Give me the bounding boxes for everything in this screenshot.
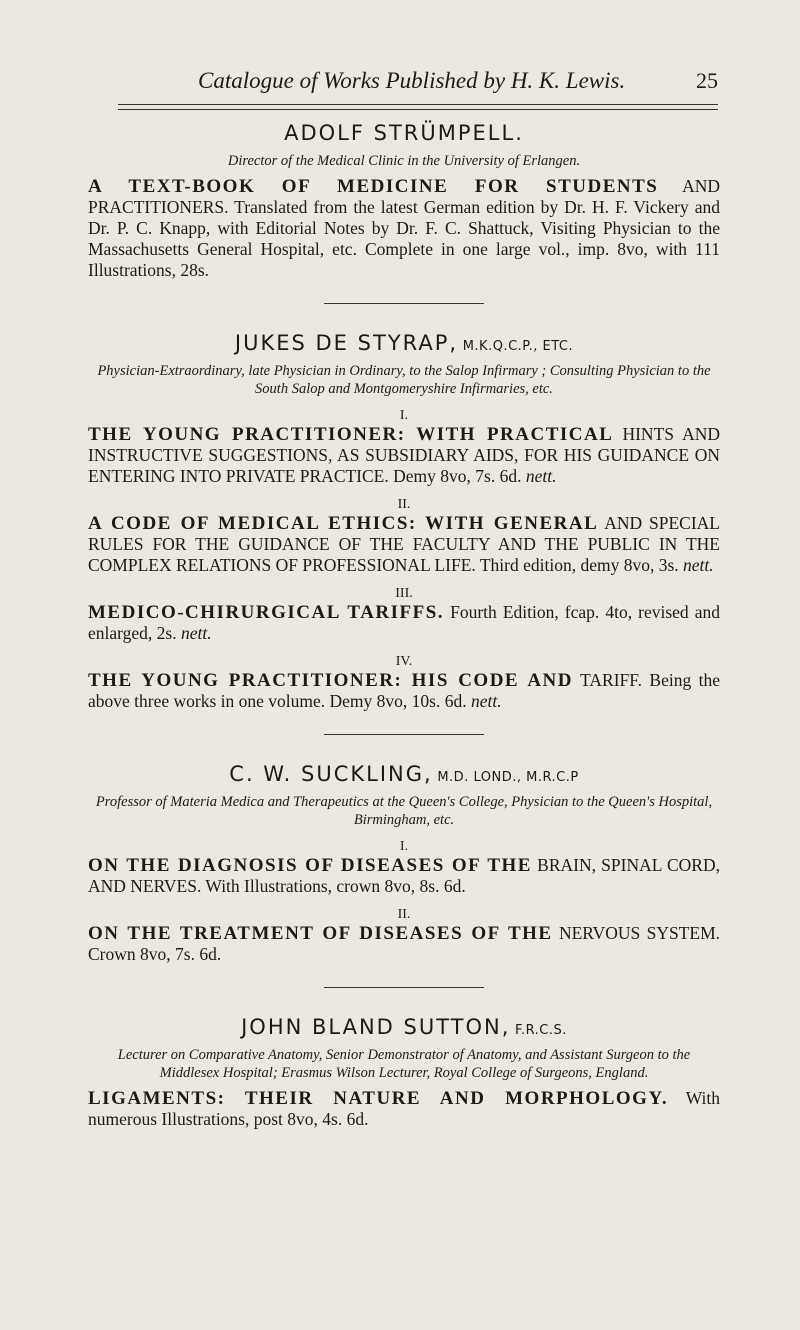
- work-title: THE YOUNG PRACTITIONER: WITH PRACTICAL: [88, 424, 614, 445]
- author-name-text: JOHN BLAND SUTTON,: [241, 1015, 511, 1039]
- work-numeral: I.: [399, 408, 409, 423]
- price-nett: nett.: [525, 466, 557, 486]
- work-entry: [88, 602, 720, 644]
- work-title: THE YOUNG PRACTITIONER: HIS CODE AND: [88, 670, 573, 691]
- header-double-rule: [118, 104, 718, 110]
- price-nett: nett.: [470, 691, 502, 711]
- work-title: ON THE DIAGNOSIS OF DISEASES OF THE: [88, 855, 532, 876]
- author-qualifications: M.D. LOND., M.R.C.P: [432, 770, 579, 785]
- work-entry: [88, 513, 720, 576]
- author-role: Professor of Materia Medica and Therapeutics at the Queen's College, Physician to the Queen's Hospital, Birmingham, etc.: [95, 794, 713, 828]
- author-name-text: ADOLF STRÜMPELL.: [284, 121, 524, 145]
- work-entry: [88, 923, 720, 965]
- author-qualifications: M.K.Q.C.P., ETC.: [458, 339, 574, 354]
- work-entry: [88, 176, 720, 281]
- work-title: MEDICO-CHIRURGICAL TARIFFS.: [88, 602, 445, 623]
- work-numeral: IV.: [395, 654, 413, 669]
- author-name-text: JUKES DE STYRAP,: [234, 331, 459, 355]
- work-numeral: II.: [397, 907, 411, 922]
- catalogue-body: [88, 120, 720, 1130]
- author-name: [88, 330, 720, 360]
- work-numeral: III.: [395, 586, 413, 601]
- work-title: LIGAMENTS: THEIR NATURE AND MORPHOLOGY.: [88, 1088, 669, 1109]
- author-role: Director of the Medical Clinic in the University of Erlangen.: [227, 153, 581, 169]
- work-numeral: II.: [397, 497, 411, 512]
- page-number: 25: [696, 68, 718, 93]
- work-entry: [88, 424, 720, 487]
- work-description: NERVOUS SYSTEM. Crown 8vo, 7s. 6d.: [88, 923, 720, 964]
- work-title: A TEXT-BOOK OF MEDICINE FOR STUDENTS: [88, 176, 659, 197]
- work-entry: [88, 1088, 720, 1130]
- author-qualifications: F.R.C.S.: [510, 1023, 567, 1038]
- work-description: AND PRACTITIONERS. Translated from the latest German edition by Dr. H. F. Vickery and Dr. P. C. Knapp, with Editorial Notes by Dr. F. C. Shattuck, Visiting Physician to the Massachusetts General Hospital, etc. Complete in one large vol., imp. 8vo, with 111 Illustrations, 28s.: [88, 176, 721, 280]
- price-nett: nett.: [181, 623, 212, 643]
- author-name: [88, 761, 720, 791]
- work-description: AND SPECIAL RULES FOR THE GUIDANCE OF THE FACULTY AND THE PUBLIC IN THE COMPLEX RELATIONS OF PROFESSIONAL LIFE. Third edition, demy 8vo, 3s.: [88, 513, 720, 575]
- work-title: A CODE OF MEDICAL ETHICS: WITH GENERAL: [88, 513, 599, 534]
- work-description: TARIFF. Being the above three works in one volume. Demy 8vo, 10s. 6d.: [88, 670, 720, 711]
- work-entry: [88, 670, 720, 712]
- work-description: With numerous Illustrations, post 8vo, 4s. 6d.: [88, 1088, 720, 1129]
- work-description: BRAIN, SPINAL CORD, AND NERVES. With Illustrations, crown 8vo, 8s. 6d.: [88, 855, 720, 896]
- work-title: ON THE TREATMENT OF DISEASES OF THE: [88, 923, 553, 944]
- author-role: Lecturer on Comparative Anatomy, Senior Demonstrator of Anatomy, and Assistant Surgeon to the Middlesex Hospital; Erasmus Wilson Lecturer, Royal College of Surgeons, England.: [117, 1047, 691, 1081]
- work-description: HINTS AND INSTRUCTIVE SUGGESTIONS, AS SUBSIDIARY AIDS, FOR HIS GUIDANCE ON ENTERING INTO PRIVATE PRACTICE. Demy 8vo, 7s. 6d.: [88, 424, 720, 486]
- work-numeral: I.: [399, 839, 409, 854]
- section-separator: [324, 987, 484, 988]
- running-header: [118, 68, 718, 100]
- catalogue-title: Catalogue of Works Published by H. K. Lewis.: [198, 68, 626, 93]
- work-description: Fourth Edition, fcap. 4to, revised and enlarged, 2s.: [88, 602, 720, 643]
- author-name-text: C. W. SUCKLING,: [229, 762, 433, 786]
- author-role: Physician-Extraordinary, late Physician in Ordinary, to the Salop Infirmary ; Consulting Physician to the South Salop and Montgomeryshire Infirmaries, etc.: [97, 363, 711, 397]
- author-name: [88, 120, 720, 150]
- section-separator: [324, 734, 484, 735]
- section-separator: [324, 303, 484, 304]
- price-nett: nett.: [683, 555, 714, 575]
- work-entry: [88, 855, 720, 897]
- author-name: [88, 1014, 720, 1044]
